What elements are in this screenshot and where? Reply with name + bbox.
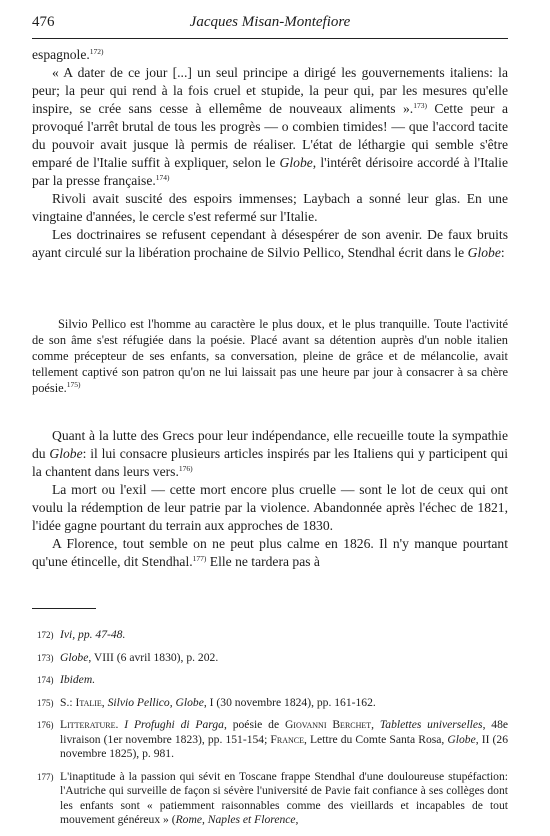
- note-ref-172: 172): [89, 47, 104, 56]
- header-rule: [32, 38, 508, 39]
- block-quote: Silvio Pellico est l'homme au caractère le plus doux, et le plus tranquille. Toute l'activité de son âme s'est réfugiée dans la poésie. Placé avant sa détention auprès d'un noble italien comme précepteur de ses enfants, sa conversation, pleine de grâce et de mélancolie, avait tellement captivé son patron qu'on ne lui laissait pas une heure par jour à consacrer à sa chère poésie.$^{175)}$: [32, 317, 508, 395]
- main-text-continued: [32, 427, 508, 571]
- footnote-173: 173) Globe, VIII (6 avril 1830), p. 202.: [37, 650, 219, 664]
- paragraph-4: Les doctrinaires se refusent cependant à désespérer de son avenir. De faux bruits ayant circulé sur la libération prochaine de Silvio Pellico, Stendhal écrit dans le Globe:: [32, 227, 508, 260]
- footnote-176: 176) Litterature. I Profughi di Parga, poésie de Giovanni Berchet, Tablettes universelles, 48e livraison (1er novembre 1823), pp. 151-154; France, Lettre du Comte Santa Rosa, Globe, II (26 novembre 1825), p. 981.: [37, 718, 509, 760]
- footnotes: [32, 628, 508, 836]
- note-ref-176: 176): [178, 464, 193, 473]
- paragraph-6: La mort ou l'exil — cette mort encore plus cruelle — sont le lot de ceux qui ont voulu la rédemption de leur patrie par la violence. Abandonnée après l'échec de 1821, l'idée gagne pourtant du terrain aux approches de 1830.: [32, 482, 508, 533]
- paragraph-3: Rivoli avait suscité des espoirs immenses; Laybach a sonné leur glas. En une vingtaine d'années, le cercle s'est refermé sur l'Italie.: [32, 191, 508, 224]
- footnote-rule: [32, 608, 96, 609]
- footnote-175: 175) S.: Italie, Silvio Pellico, Globe, I (30 novembre 1824), pp. 161-162.: [37, 695, 376, 709]
- main-text: [32, 46, 508, 262]
- footnote-172: 172) Ivi, pp. 47-48.: [37, 628, 126, 641]
- note-ref-175: 175): [66, 380, 81, 389]
- paragraph-2: « A dater de ce jour [...] un seul principe a dirigé les gouvernements italiens: la peur; la peur qui rend à la fois cruel et stupide, la peur qui, par les mesures qu'elle inspire, se crée sans cesse à ellemême de nouveaux aliments ».$^{173)}$ Cette peur a provoqué l'arrêt brutal de tous les progrès — o combien timides! — que l'accord tacite du pouvoir avait jusque là permis de réaliser. L'état de léthargie qui semble s'être emparé de l'Italie suffit à expliquer, selon le Globe, l'intérêt dérisoire accordé à l'Italie par la presse française.$^{174)}$: [32, 65, 508, 188]
- paragraph-5: Quant à la lutte des Grecs pour leur indépendance, elle recueille toute la sympathie du Globe: il lui consacre plusieurs articles inspirés par les Italiens qui y participent qui la chantent dans leurs vers.$^{176)}$: [32, 428, 508, 479]
- footnote-177: 177) L'inaptitude à la passion qui sévit en Toscane frappe Stendhal d'une douloureuse stupéfaction: l'Autriche qui surveille de façon si sévère l'université de Pavie fait confiance à ses collèges dont les enfants sont « patiemment raisonnables comme des vieillards et incapables de tout mouvement généreux » (Rome, Naples et Florence,: [37, 769, 508, 826]
- paragraph-1: espagnole.$^{172)}$: [32, 47, 104, 62]
- footnote-174: 174) Ibidem.: [37, 673, 96, 686]
- running-header: [32, 14, 508, 36]
- paragraph-7: A Florence, tout semble on ne peut plus calme en 1826. Il n'y manque pourtant qu'une étincelle, dit Stendhal.$^{177)}$ Elle ne tardera pas à: [32, 536, 508, 569]
- page-number: 476: [32, 14, 55, 30]
- note-ref-174: 174): [155, 173, 170, 182]
- note-ref-177: 177): [192, 554, 207, 563]
- note-ref-173: 173): [413, 101, 427, 110]
- running-title: Jacques Misan-Montefiore: [189, 14, 351, 30]
